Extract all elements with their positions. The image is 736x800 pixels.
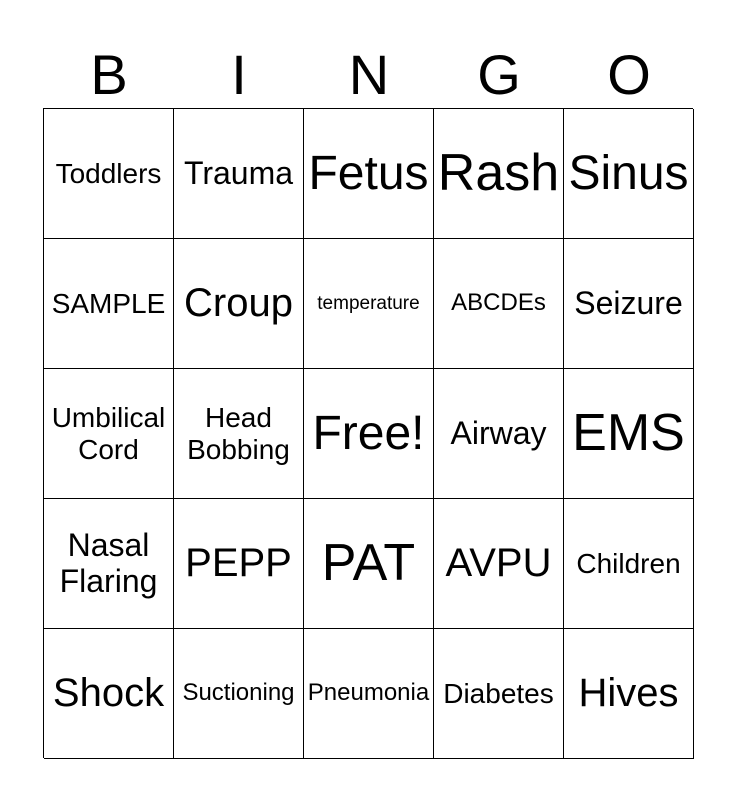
bingo-cell: Toddlers — [44, 109, 174, 239]
bingo-cell: Sinus — [564, 109, 694, 239]
bingo-cell: Umbilical Cord — [44, 369, 174, 499]
bingo-cell: Diabetes — [434, 629, 564, 759]
header-letter-o: O — [607, 43, 651, 106]
bingo-cell: Seizure — [564, 239, 694, 369]
bingo-cell: AVPU — [434, 499, 564, 629]
header-letter-n: N — [348, 43, 390, 106]
bingo-cell: Trauma — [174, 109, 304, 239]
bingo-cell: Fetus — [304, 109, 434, 239]
bingo-cell: Free! — [304, 369, 434, 499]
bingo-cell: Children — [564, 499, 694, 629]
bingo-cell: Suctioning — [174, 629, 304, 759]
bingo-cell: PAT — [304, 499, 434, 629]
bingo-cell: Croup — [174, 239, 304, 369]
bingo-cell: Nasal Flaring — [44, 499, 174, 629]
bingo-cell: PEPP — [174, 499, 304, 629]
bingo-cell: ABCDEs — [434, 239, 564, 369]
bingo-cell: Pneumonia — [304, 629, 434, 759]
bingo-cell: EMS — [564, 369, 694, 499]
bingo-cell: Hives — [564, 629, 694, 759]
bingo-cell: Head Bobbing — [174, 369, 304, 499]
bingo-cell: Shock — [44, 629, 174, 759]
bingo-cell: Rash — [434, 109, 564, 239]
header-letter-g: G — [477, 43, 521, 106]
header-letter-b: B — [90, 43, 128, 106]
header-letter-i: I — [231, 43, 247, 106]
bingo-header — [44, 40, 694, 110]
bingo-board — [43, 108, 693, 758]
bingo-cell: temperature — [304, 239, 434, 369]
bingo-cell: SAMPLE — [44, 239, 174, 369]
bingo-cell: Airway — [434, 369, 564, 499]
